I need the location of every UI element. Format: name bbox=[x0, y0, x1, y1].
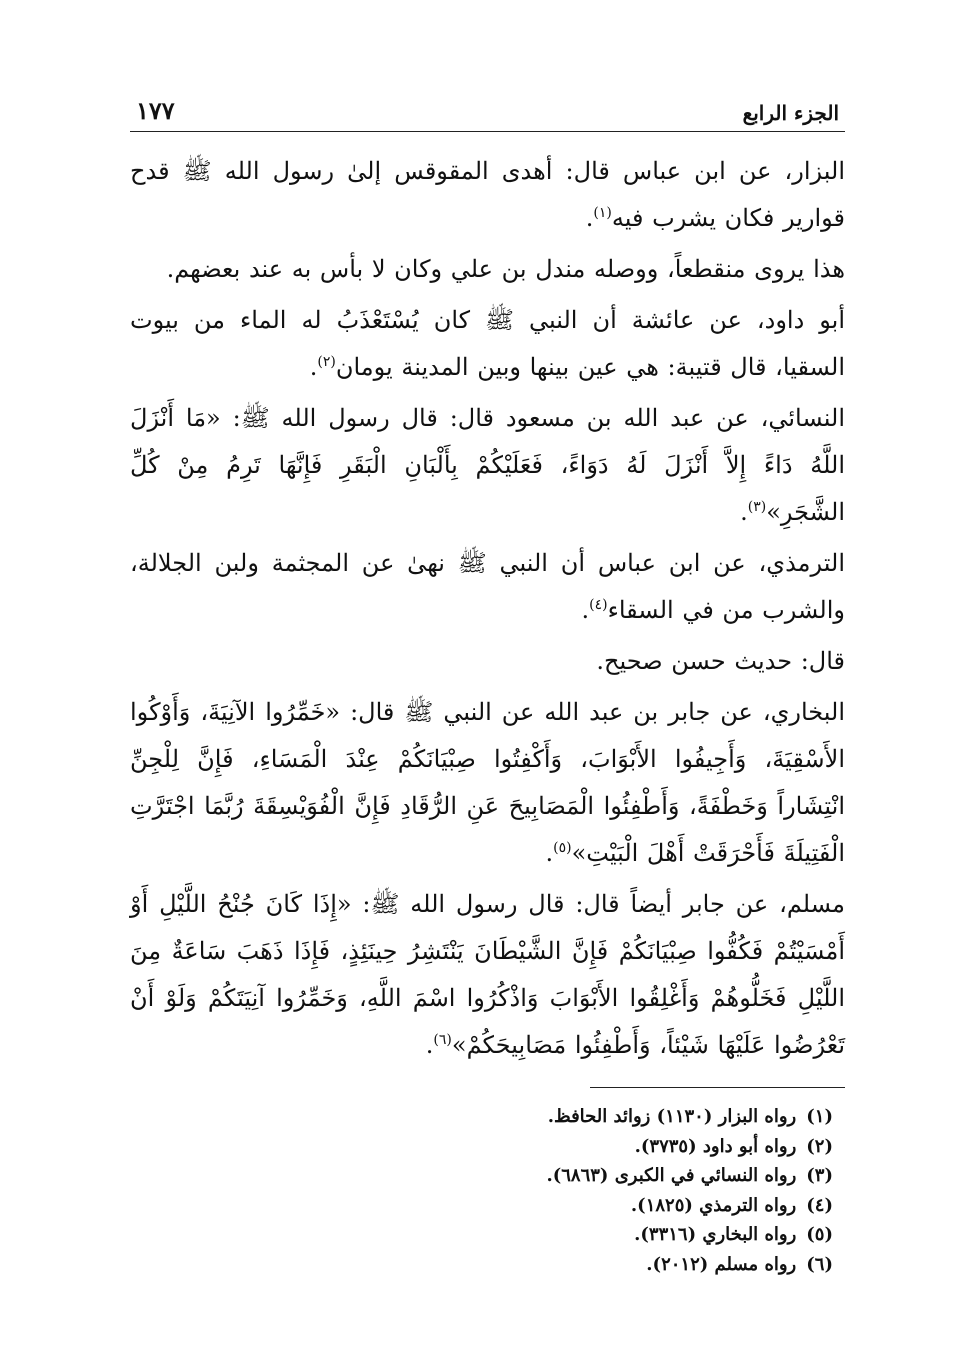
footnote-number: (٤) bbox=[806, 1194, 833, 1216]
paragraph-abu-dawud: أبو داود، عن عائشة أن النبي ﷺ كان يُسْتَعْذَبُ له الماء من بيوت السقيا، قال قتيبة: هي عين بينها وبين المدينة يومان$^{(٢)}$. bbox=[130, 306, 845, 381]
footnote-separator bbox=[590, 1087, 845, 1088]
footnote-ref[interactable]: (٥) bbox=[553, 840, 572, 856]
footnote-item bbox=[130, 1191, 845, 1221]
footnote-ref[interactable]: (٢) bbox=[317, 354, 336, 370]
footnote-number: (٣) bbox=[806, 1165, 833, 1186]
page-number: ١٧٧ bbox=[136, 96, 175, 125]
paragraph-bukhari: البخاري، عن جابر بن عبد الله عن النبي ﷺ قال: «خَمِّرُوا الآنِيَةَ، وَأَوْكُوا الأَسْقِيَةَ، وَأَجِيفُوا الأَبْوَابَ، وَأَكْفِتُوا صِبْيَانَكُمْ عِنْدَ الْمَسَاءِ، فَإِنَّ لِلْجِنِّ انْتِشَاراً وَخَطْفَةً، وَأَطْفِئُوا الْمَصَابِيحَ عَنِ الرُّقَادِ فَإِنَّ الْفُوَيْسِقَةَ رُبَّمَا اجْتَرَّتِ الْفَتِيلَةَ فَأَحْرَقَتْ أَهْلَ الْبَيْتِ»$^{(٥)}$. bbox=[130, 698, 845, 867]
page-header bbox=[130, 88, 845, 132]
paragraph-tirmidhi: الترمذي، عن ابن عباس أن النبي ﷺ نهىٰ عن المجثمة ولبن الجلالة، والشرب من في السقاء$^{(٤)}$. bbox=[130, 549, 845, 624]
footnote-text: رواه أبو داود (٣٧٣٥). bbox=[634, 1135, 797, 1157]
footnote-item bbox=[130, 1250, 845, 1280]
footnote-ref[interactable]: (٦) bbox=[433, 1032, 452, 1048]
footnote-text: رواه النسائي في الكبرى (٦٨٦٣). bbox=[546, 1165, 797, 1186]
paragraph-comment: هذا يروى منقطعاً، ووصله مندل بن علي وكان لا بأس به عند بعضهم. bbox=[166, 255, 845, 283]
footnote-number: (١) bbox=[806, 1106, 833, 1127]
paragraph-grading: قال: حديث حسن صحيح. bbox=[596, 647, 845, 675]
running-header: الجزء الرابع bbox=[742, 101, 839, 125]
book-page bbox=[130, 88, 845, 1279]
main-text bbox=[130, 148, 845, 1069]
footnote-text: رواه البخاري (٣٣١٦). bbox=[634, 1224, 797, 1245]
footnote-item bbox=[130, 1161, 845, 1191]
footnote-ref[interactable]: (٣) bbox=[747, 499, 767, 515]
footnote-text: رواه الترمذي (١٨٢٥). bbox=[630, 1194, 797, 1216]
paragraph-muslim: مسلم، عن جابر أيضاً قال: قال رسول الله ﷺ: «إِذَا كَانَ جُنْحُ اللَّيْلِ أَوْ أَمْسَيْتُمْ فَكُفُّوا صِبْيَانَكُمْ فَإِنَّ الشَّيْطَانَ يَنْتَشِرُ حِينَئِذٍ، فَإِذَا ذَهَبَ سَاعَةٌ مِنَ اللَّيْلِ فَخَلُّوهُمْ وَأَغْلِقُوا الأَبْوَابَ وَاذْكُرُوا اسْمَ اللَّهِ، وَخَمِّرُوا آنِيَتَكُمْ وَلَوْ أَنْ تَعْرُضُوا عَلَيْهَا شَيْئاً، وَأَطْفِئُوا مَصَابِيحَكُمْ»$^{(٦)}$. bbox=[130, 890, 845, 1059]
footnote-item bbox=[130, 1220, 845, 1250]
footnote-ref[interactable]: (١) bbox=[593, 205, 612, 221]
paragraph-nasai: النسائي، عن عبد الله بن مسعود قال: قال رسول الله ﷺ: «مَا أَنْزَلَ اللَّهُ دَاءً إِلاَّ أَنْزَلَ لَهُ دَوَاءً، فَعَلَيْكُمْ بِأَلْبَانِ الْبَقَرِ فَإِنَّهَا تَرِمُ مِنْ كُلِّ الشَّجَرِ»$^{(٣)}$. bbox=[130, 404, 845, 526]
footnote-text: رواه البزار (١١٣٠) زوائد الحافظ. bbox=[547, 1106, 797, 1127]
footnote-number: (٦) bbox=[806, 1253, 833, 1275]
footnote-item bbox=[130, 1102, 845, 1132]
footnote-number: (٥) bbox=[806, 1224, 833, 1245]
footnote-item bbox=[130, 1132, 845, 1162]
paragraph-bazzar: البزار، عن ابن عباس قال: أهدى المقوقس إلىٰ رسول الله ﷺ قدح قوارير فكان يشرب فيه$^{(١)}$. bbox=[130, 157, 845, 232]
footnote-number: (٢) bbox=[806, 1135, 833, 1157]
footnote-ref[interactable]: (٤) bbox=[589, 597, 608, 613]
footnotes-list bbox=[130, 1102, 845, 1279]
footnote-text: رواه مسلم (٢٠١٢). bbox=[646, 1253, 797, 1275]
